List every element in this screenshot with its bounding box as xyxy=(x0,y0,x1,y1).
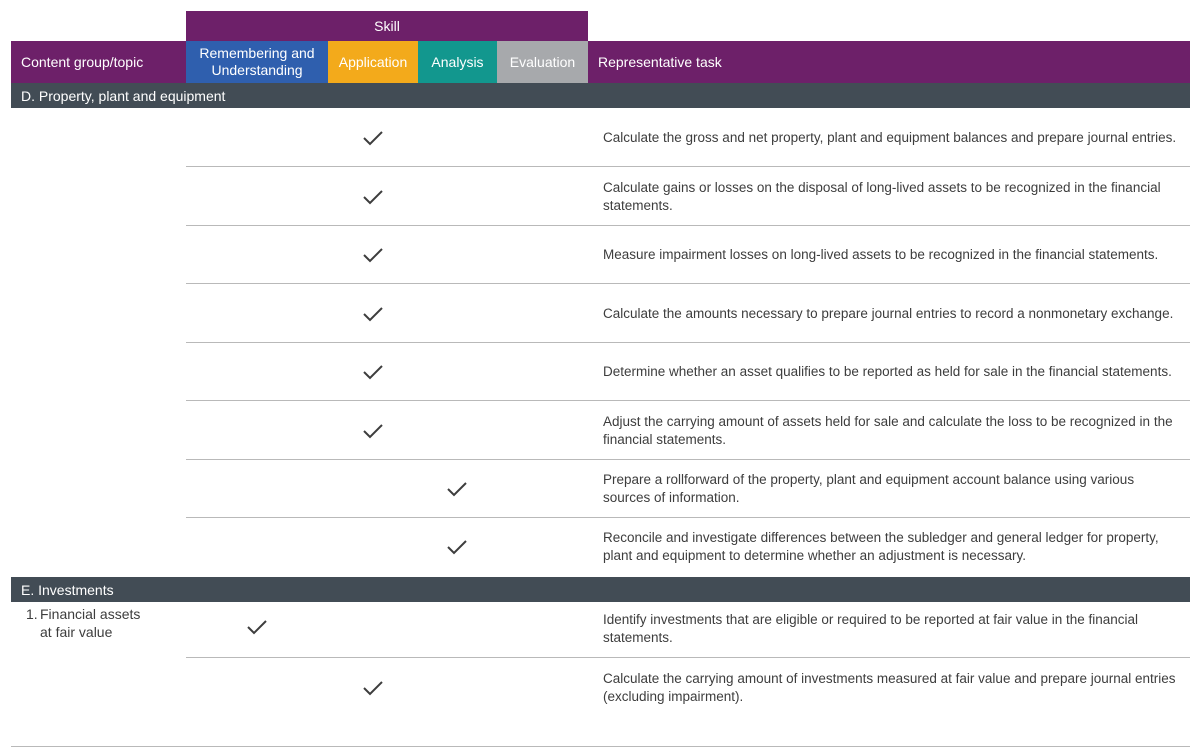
checkmark-icon xyxy=(362,423,384,439)
task-text: Prepare a rollforward of the property, plant and equipment account balance using various sources of information. xyxy=(603,471,1135,505)
skill-header: Skill xyxy=(186,11,588,41)
topic-label-line2: at fair value xyxy=(40,624,113,640)
table-row xyxy=(186,109,1190,167)
section-investments: E. Investments xyxy=(11,577,1190,602)
table-row xyxy=(186,168,1190,226)
section-property-plant-equipment: D. Property, plant and equipment xyxy=(11,83,1190,108)
content-group-header: Content group/topic xyxy=(21,54,144,70)
checkmark-icon xyxy=(246,619,268,635)
task-text: Adjust the carrying amount of assets held for sale and calculate the loss to be recognized in the financial statements. xyxy=(603,413,1173,447)
task-text: Reconcile and investigate differences between the subledger and general ledger for property, plant and equipment to determine whether an adjustment is necessary. xyxy=(603,530,1159,563)
bottom-divider xyxy=(11,746,1190,747)
task-text: Calculate the amounts necessary to prepare journal entries to record a nonmonetary exchange. xyxy=(603,305,1174,321)
checkmark-icon xyxy=(362,247,384,263)
representative-task-header: Representative task xyxy=(598,54,722,70)
checkmark-icon xyxy=(362,680,384,696)
table-row xyxy=(186,226,1190,284)
checkmark-icon xyxy=(446,481,468,497)
checkmark-icon xyxy=(362,130,384,146)
task-text: Calculate the carrying amount of investments measured at fair value and prepare journal entries (excluding impairment). xyxy=(603,671,1176,704)
checkmark-icon xyxy=(362,189,384,205)
task-text: Calculate the gross and net property, plant and equipment balances and prepare journal entries. xyxy=(603,129,1177,145)
checkmark-icon xyxy=(362,306,384,322)
table-row xyxy=(186,659,1190,717)
topic-financial-assets xyxy=(26,605,176,641)
task-text: Calculate gains or losses on the disposal of long-lived assets to be recognized in the financial statements. xyxy=(603,179,1161,213)
remembering-header: Remembering and Understanding xyxy=(186,41,328,83)
evaluation-header: Evaluation xyxy=(497,41,588,83)
analysis-header: Analysis xyxy=(418,41,497,83)
table-row xyxy=(186,460,1190,518)
topic-number: 1. xyxy=(26,606,38,622)
task-text: Identify investments that are eligible or required to be reported at fair value in the financial statements. xyxy=(603,611,1139,645)
task-text: Measure impairment losses on long-lived assets to be recognized in the financial statements. xyxy=(603,246,1159,262)
topic-label-line1: Financial assets xyxy=(40,606,141,622)
table-row xyxy=(186,285,1190,343)
task-text: Determine whether an asset qualifies to be reported as held for sale in the financial statements. xyxy=(603,363,1172,379)
checkmark-icon xyxy=(362,364,384,380)
table-row xyxy=(186,402,1190,460)
table-row xyxy=(186,600,1190,658)
table-row xyxy=(186,343,1190,401)
application-header: Application xyxy=(328,41,418,83)
table-row xyxy=(186,518,1190,576)
checkmark-icon xyxy=(446,539,468,555)
